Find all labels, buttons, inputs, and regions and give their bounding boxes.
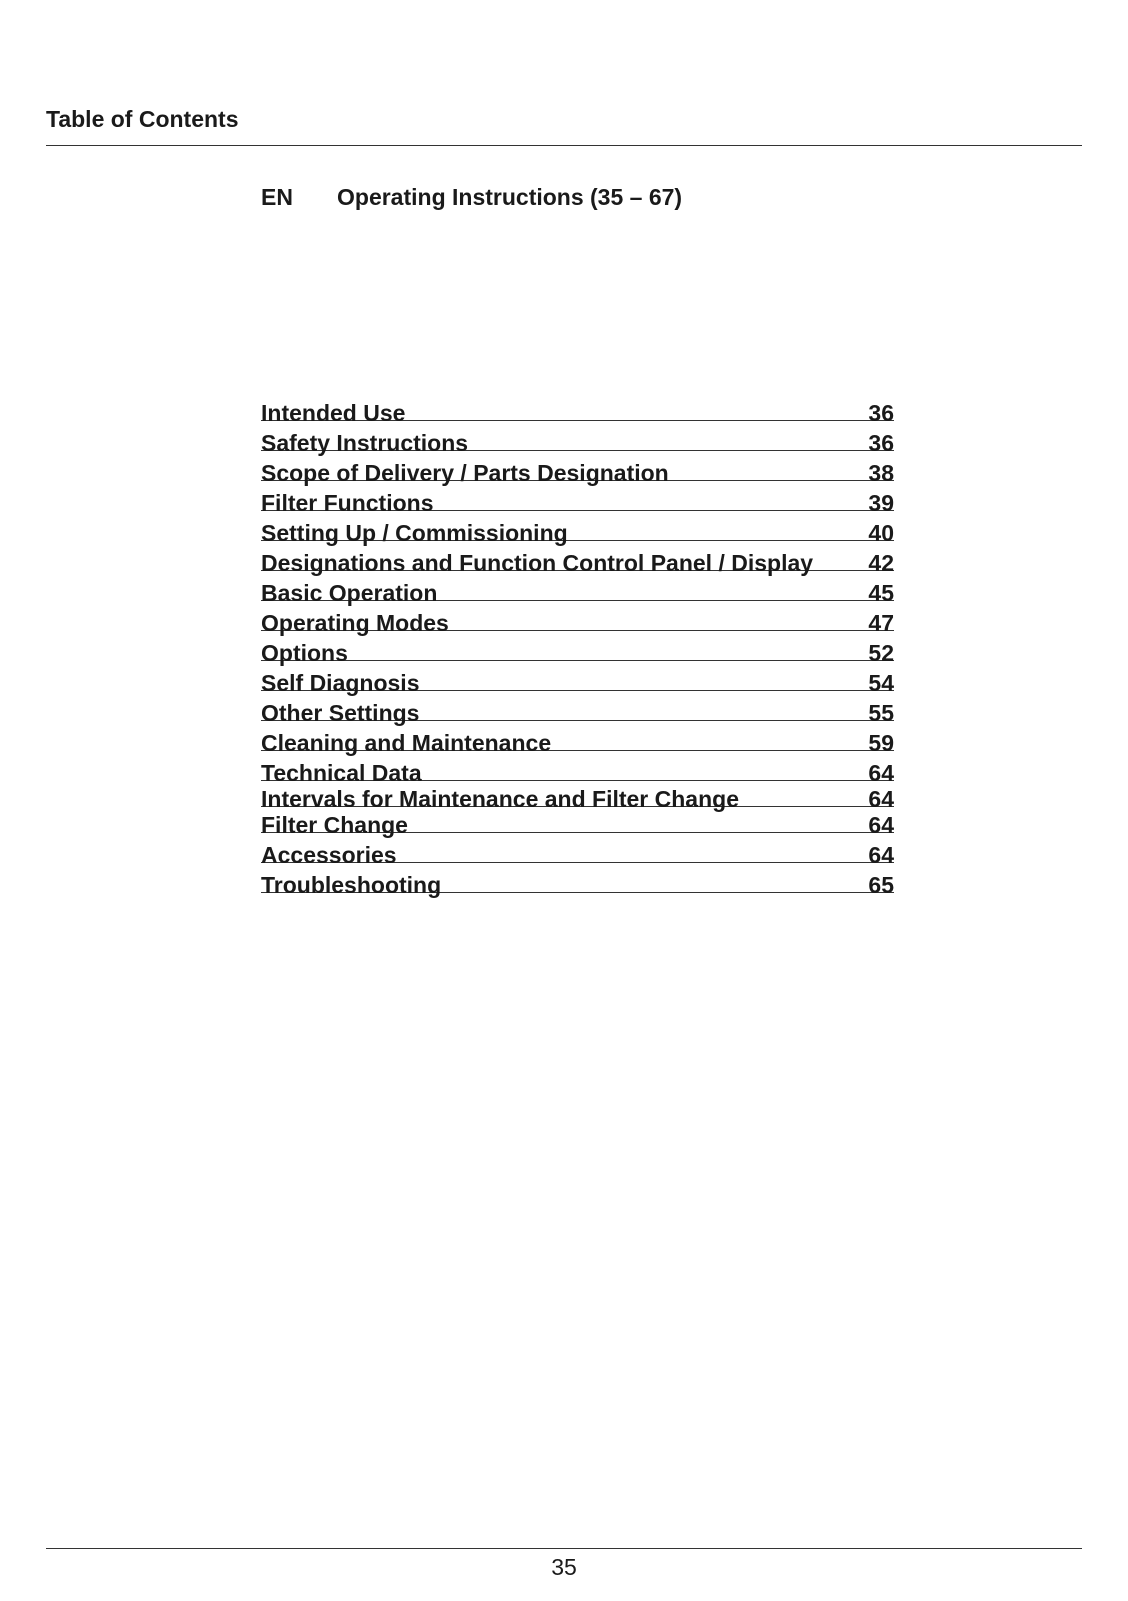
toc-entry-title: Troubleshooting <box>261 872 442 898</box>
toc-entry-page: 65 <box>868 872 894 898</box>
toc-entry-page: 54 <box>868 670 894 696</box>
toc-entry-filter-functions[interactable] <box>261 484 894 516</box>
toc-entry-page: 64 <box>868 812 894 838</box>
toc-entry-page: 59 <box>868 730 894 756</box>
toc-entry-operating-modes[interactable] <box>261 604 894 636</box>
toc-entry-setting-up[interactable] <box>261 514 894 546</box>
toc-entry-intervals[interactable] <box>261 780 894 812</box>
toc-entry-page: 38 <box>868 460 894 486</box>
toc-entry-cleaning-maintenance[interactable] <box>261 724 894 756</box>
toc-entry-title: Scope of Delivery / Parts Designation <box>261 460 669 486</box>
toc-entry-troubleshooting[interactable] <box>261 866 894 898</box>
toc-entry-page: 42 <box>868 550 894 576</box>
toc-entry-page: 64 <box>868 842 894 868</box>
toc-entry-page: 52 <box>868 640 894 666</box>
toc-entry-scope-of-delivery[interactable] <box>261 454 894 486</box>
toc-entry-title: Basic Operation <box>261 580 438 606</box>
toc-entry-filter-change[interactable] <box>261 806 894 838</box>
toc-entry-technical-data[interactable] <box>261 754 894 786</box>
toc-entry-page: 47 <box>868 610 894 636</box>
toc-entry-intended-use[interactable] <box>261 394 894 426</box>
toc-entry-title: Filter Change <box>261 812 408 838</box>
toc-entry-title: Setting Up / Commissioning <box>261 520 568 546</box>
language-code: EN <box>261 184 293 210</box>
toc-entry-title: Designations and Function Control Panel / Display <box>261 550 814 576</box>
toc-entry-page: 45 <box>868 580 894 606</box>
toc-entry-options[interactable] <box>261 634 894 666</box>
toc-entry-other-settings[interactable] <box>261 694 894 726</box>
toc-entry-title: Self Diagnosis <box>261 670 420 696</box>
toc-entry-self-diagnosis[interactable] <box>261 664 894 696</box>
footer-divider <box>46 1548 1082 1549</box>
page-number: 35 <box>551 1554 577 1580</box>
header-divider <box>46 145 1082 146</box>
toc-entry-page: 39 <box>868 490 894 516</box>
toc-entry-title: Intervals for Maintenance and Filter Change <box>261 786 739 812</box>
section-title: Operating Instructions (35 – 67) <box>337 184 683 210</box>
toc-entry-title: Accessories <box>261 842 397 868</box>
toc-entry-title: Other Settings <box>261 700 420 726</box>
toc-entry-title: Safety Instructions <box>261 430 469 456</box>
toc-entry-page: 64 <box>868 786 894 812</box>
toc-entry-page: 64 <box>868 760 894 786</box>
toc-entry-accessories[interactable] <box>261 836 894 868</box>
toc-entry-safety-instructions[interactable] <box>261 424 894 456</box>
section-heading <box>261 186 682 209</box>
toc-entry-page: 36 <box>868 400 894 426</box>
toc-entry-page: 40 <box>868 520 894 546</box>
toc-entry-title: Cleaning and Maintenance <box>261 730 552 756</box>
toc-entry-page: 55 <box>868 700 894 726</box>
toc-entry-page: 36 <box>868 430 894 456</box>
toc-entry-title: Options <box>261 640 348 666</box>
toc-entry-title: Intended Use <box>261 400 406 426</box>
toc-entry-title: Filter Functions <box>261 490 434 516</box>
toc-entry-title: Operating Modes <box>261 610 449 636</box>
toc-entry-basic-operation[interactable] <box>261 574 894 606</box>
page-title: Table of Contents <box>46 106 239 132</box>
toc-entry-designations[interactable] <box>261 544 894 576</box>
toc-entry-title: Technical Data <box>261 760 422 786</box>
